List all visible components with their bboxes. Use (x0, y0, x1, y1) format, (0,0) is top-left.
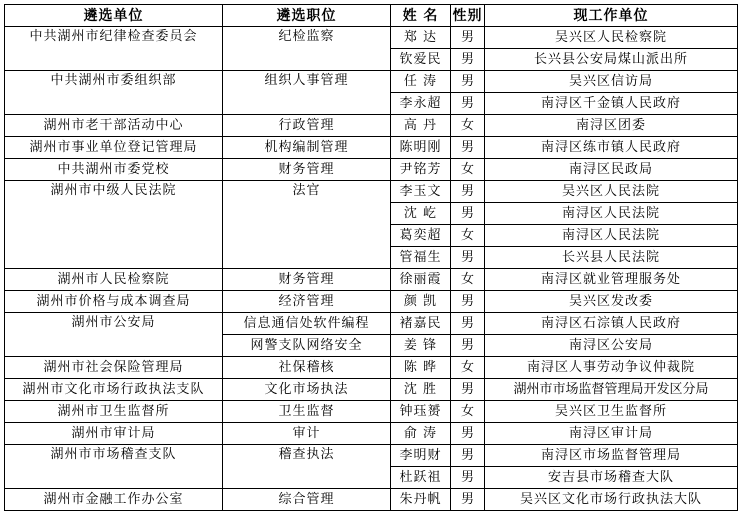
gender-cell: 男 (451, 335, 485, 357)
position-cell: 法官 (223, 181, 391, 269)
unit-cell: 湖州市文化市场行政执法支队 (5, 379, 223, 401)
workplace-cell: 南浔区人民法院 (485, 225, 738, 247)
workplace-cell: 南浔区人事劳动争议仲裁院 (485, 357, 738, 379)
workplace-cell: 吴兴区文化市场行政执法大队 (485, 489, 738, 511)
workplace-cell: 湖州市市场监督管理局开发区分局 (485, 379, 738, 401)
position-cell: 社保稽核 (223, 357, 391, 379)
header-gender: 性别 (451, 5, 485, 27)
name-cell: 尹铭芳 (391, 159, 451, 181)
workplace-cell: 南浔区市场监督管理局 (485, 445, 738, 467)
name-cell: 李玉文 (391, 181, 451, 203)
table-row (5, 313, 738, 335)
name-cell: 葛奕超 (391, 225, 451, 247)
workplace-cell: 吴兴区卫生监督所 (485, 401, 738, 423)
name-cell: 管福生 (391, 247, 451, 269)
gender-cell: 男 (451, 181, 485, 203)
unit-cell: 湖州市金融工作办公室 (5, 489, 223, 511)
position-cell: 纪检监察 (223, 27, 391, 71)
header-row (5, 5, 738, 27)
gender-cell: 男 (451, 93, 485, 115)
gender-cell: 男 (451, 247, 485, 269)
name-cell: 高 丹 (391, 115, 451, 137)
header-position: 遴选职位 (223, 5, 391, 27)
table-row (5, 379, 738, 401)
gender-cell: 男 (451, 49, 485, 71)
unit-cell: 湖州市社会保险管理局 (5, 357, 223, 379)
gender-cell: 女 (451, 357, 485, 379)
table-row (5, 115, 738, 137)
name-cell: 钟珏赟 (391, 401, 451, 423)
name-cell: 沈 屹 (391, 203, 451, 225)
gender-cell: 女 (451, 159, 485, 181)
name-cell: 李明财 (391, 445, 451, 467)
workplace-cell: 南浔区团委 (485, 115, 738, 137)
unit-cell: 中共湖州市纪律检查委员会 (5, 27, 223, 71)
workplace-cell: 南浔区练市镇人民政府 (485, 137, 738, 159)
gender-cell: 女 (451, 269, 485, 291)
unit-cell: 湖州市价格与成本调查局 (5, 291, 223, 313)
workplace-cell: 长兴县人民法院 (485, 247, 738, 269)
unit-cell: 湖州市公安局 (5, 313, 223, 357)
unit-cell: 湖州市事业单位登记管理局 (5, 137, 223, 159)
table-row (5, 71, 738, 93)
workplace-cell: 吴兴区人民法院 (485, 181, 738, 203)
unit-cell: 湖州市老干部活动中心 (5, 115, 223, 137)
table-row (5, 445, 738, 467)
name-cell: 颜 凯 (391, 291, 451, 313)
position-cell: 信息通信处软件编程 (223, 313, 391, 335)
workplace-cell: 吴兴区人民检察院 (485, 27, 738, 49)
table-row (5, 357, 738, 379)
position-cell: 文化市场执法 (223, 379, 391, 401)
unit-cell: 中共湖州市委组织部 (5, 71, 223, 115)
name-cell: 俞 涛 (391, 423, 451, 445)
selection-table (4, 4, 738, 511)
workplace-cell: 长兴县公安局煤山派出所 (485, 49, 738, 71)
workplace-cell: 南浔区审计局 (485, 423, 738, 445)
gender-cell: 男 (451, 489, 485, 511)
unit-cell: 湖州市审计局 (5, 423, 223, 445)
position-cell: 行政管理 (223, 115, 391, 137)
workplace-cell: 南浔区民政局 (485, 159, 738, 181)
name-cell: 郑 达 (391, 27, 451, 49)
gender-cell: 男 (451, 137, 485, 159)
table-row (5, 401, 738, 423)
position-cell: 财务管理 (223, 159, 391, 181)
name-cell: 沈 胜 (391, 379, 451, 401)
gender-cell: 女 (451, 115, 485, 137)
table-row (5, 181, 738, 203)
name-cell: 朱丹帆 (391, 489, 451, 511)
gender-cell: 男 (451, 423, 485, 445)
name-cell: 褚嘉民 (391, 313, 451, 335)
workplace-cell: 南浔区公安局 (485, 335, 738, 357)
table-row (5, 159, 738, 181)
table-row (5, 27, 738, 49)
workplace-cell: 安吉县市场稽查大队 (485, 467, 738, 489)
position-cell: 综合管理 (223, 489, 391, 511)
table-row (5, 423, 738, 445)
workplace-cell: 吴兴区信访局 (485, 71, 738, 93)
gender-cell: 男 (451, 445, 485, 467)
table-body (5, 27, 738, 511)
name-cell: 陈明刚 (391, 137, 451, 159)
name-cell: 徐丽霞 (391, 269, 451, 291)
table-row (5, 489, 738, 511)
table-row (5, 137, 738, 159)
position-cell: 审计 (223, 423, 391, 445)
position-cell: 卫生监督 (223, 401, 391, 423)
workplace-cell: 南浔区石淙镇人民政府 (485, 313, 738, 335)
position-cell: 组织人事管理 (223, 71, 391, 115)
name-cell: 李永超 (391, 93, 451, 115)
position-cell: 机构编制管理 (223, 137, 391, 159)
position-cell: 稽查执法 (223, 445, 391, 489)
name-cell: 陈 晔 (391, 357, 451, 379)
unit-cell: 湖州市卫生监督所 (5, 401, 223, 423)
unit-cell: 湖州市市场稽查支队 (5, 445, 223, 489)
gender-cell: 男 (451, 313, 485, 335)
position-cell: 网警支队网络安全 (223, 335, 391, 357)
gender-cell: 女 (451, 401, 485, 423)
workplace-cell: 南浔区千金镇人民政府 (485, 93, 738, 115)
table-container (4, 4, 738, 511)
gender-cell: 男 (451, 71, 485, 93)
position-cell: 财务管理 (223, 269, 391, 291)
gender-cell: 男 (451, 467, 485, 489)
position-cell: 经济管理 (223, 291, 391, 313)
workplace-cell: 吴兴区发改委 (485, 291, 738, 313)
name-cell: 姜 锋 (391, 335, 451, 357)
name-cell: 任 涛 (391, 71, 451, 93)
header-name: 姓 名 (391, 5, 451, 27)
header-workplace: 现工作单位 (485, 5, 738, 27)
header-unit: 遴选单位 (5, 5, 223, 27)
gender-cell: 男 (451, 291, 485, 313)
workplace-cell: 南浔区就业管理服务处 (485, 269, 738, 291)
name-cell: 杜跃祖 (391, 467, 451, 489)
gender-cell: 男 (451, 379, 485, 401)
table-row (5, 269, 738, 291)
unit-cell: 湖州市中级人民法院 (5, 181, 223, 269)
gender-cell: 男 (451, 203, 485, 225)
table-row (5, 291, 738, 313)
unit-cell: 中共湖州市委党校 (5, 159, 223, 181)
unit-cell: 湖州市人民检察院 (5, 269, 223, 291)
gender-cell: 男 (451, 27, 485, 49)
workplace-cell: 南浔区人民法院 (485, 203, 738, 225)
name-cell: 钦爱民 (391, 49, 451, 71)
gender-cell: 女 (451, 225, 485, 247)
